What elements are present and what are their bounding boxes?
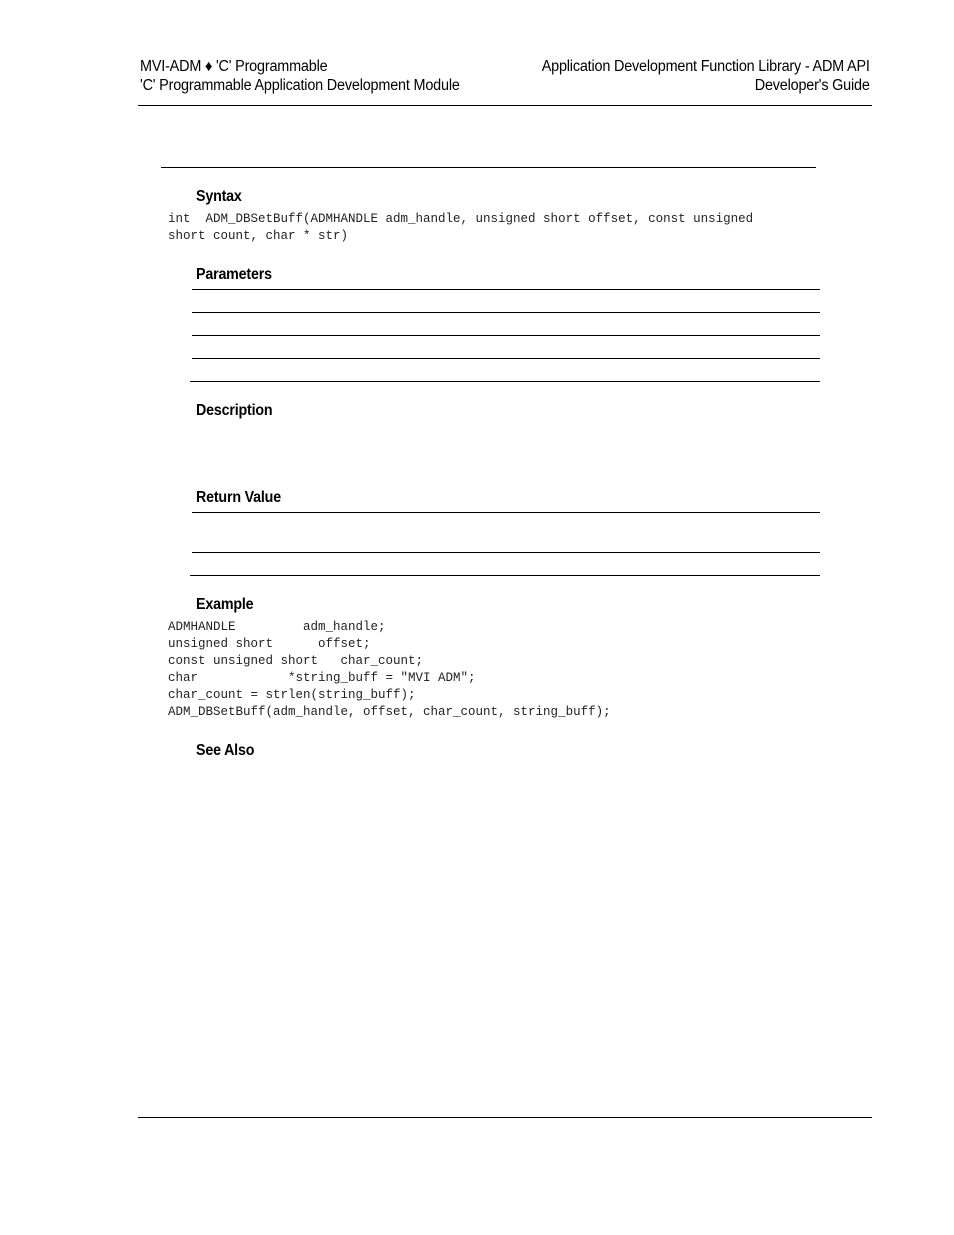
return-value-heading: Return Value	[196, 489, 281, 506]
example-code-line: const unsigned short char_count;	[168, 654, 424, 668]
footer-divider	[138, 1117, 872, 1118]
example-code-line: ADM_DBSetBuff(adm_handle, offset, char_count, string_buff);	[168, 705, 611, 719]
example-code-line: char *string_buff = "MVI ADM";	[168, 671, 476, 685]
example-code-line: unsigned short offset;	[168, 637, 371, 651]
table-rule	[192, 512, 820, 513]
function-title-divider	[161, 167, 816, 168]
table-rule	[192, 358, 820, 359]
page-header-left	[140, 57, 460, 95]
example-code-line: ADMHANDLE adm_handle;	[168, 620, 386, 634]
table-rule	[192, 289, 820, 290]
table-rule	[190, 381, 820, 382]
header-product-name: MVI-ADM ♦ 'C' Programmable	[140, 58, 328, 75]
header-divider	[138, 105, 872, 106]
example-code	[168, 619, 611, 721]
header-chapter-title: Application Development Function Library - ADM API	[541, 58, 870, 75]
table-rule	[192, 312, 820, 313]
syntax-code	[168, 211, 753, 245]
syntax-code-line: short count, char * str)	[168, 229, 349, 243]
header-guide-title: Developer's Guide	[755, 77, 870, 94]
parameters-heading: Parameters	[196, 266, 272, 283]
see-also-heading: See Also	[196, 742, 255, 759]
header-product-description: 'C' Programmable Application Development Module	[140, 77, 460, 94]
syntax-heading: Syntax	[196, 188, 242, 205]
table-rule	[192, 552, 820, 553]
example-code-line: char_count = strlen(string_buff);	[168, 688, 416, 702]
description-heading: Description	[196, 402, 273, 419]
syntax-code-line: int ADM_DBSetBuff(ADMHANDLE adm_handle, unsigned short offset, const unsigned	[168, 212, 754, 226]
example-heading: Example	[196, 596, 254, 613]
table-rule	[190, 575, 820, 576]
page-header-right	[542, 57, 870, 95]
table-rule	[192, 335, 820, 336]
